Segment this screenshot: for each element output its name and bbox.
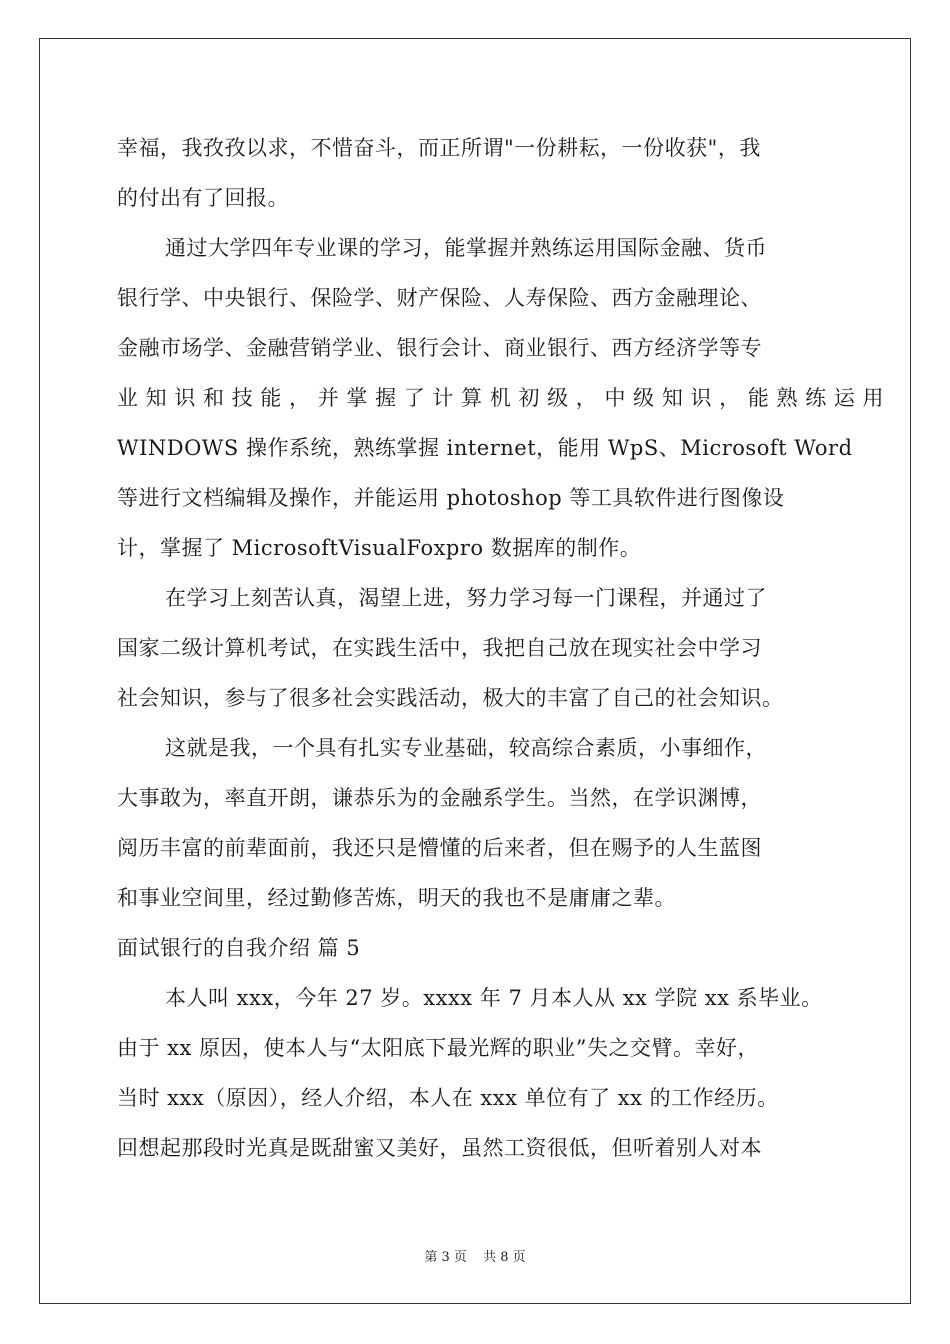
text-line: WINDOWS 操作系统，熟练掌握 internet，能用 WpS、Microsoft Word bbox=[117, 436, 853, 460]
text-line: 阅历丰富的前辈面前，我还只是懵懂的后来者，但在赐予的人生蓝图 bbox=[117, 836, 762, 860]
text-line: 国家二级计算机考试，在实践生活中，我把自己放在现实社会中学习 bbox=[117, 636, 762, 660]
section-heading: 面试银行的自我介绍 篇 5 bbox=[117, 936, 361, 960]
page-total: 共 8 页 bbox=[483, 1250, 526, 1265]
text-line: 的付出有了回报。 bbox=[117, 186, 289, 210]
paragraph-start-line: 通过大学四年专业课的学习，能掌握并熟练运用国际金融、货币 bbox=[165, 236, 767, 260]
page-footer bbox=[0, 1246, 950, 1265]
paragraph-start-line: 在学习上刻苦认真，渴望上进，努力学习每一门课程，并通过了 bbox=[165, 586, 767, 610]
text-line: 幸福，我孜孜以求，不惜奋斗，而正所谓"一份耕耘，一份收获"，我 bbox=[117, 136, 761, 160]
text-line: 计，掌握了 MicrosoftVisualFoxpro 数据库的制作。 bbox=[117, 536, 642, 560]
text-line: 由于 xx 原因，使本人与“太阳底下最光辉的职业”失之交臂。幸好， bbox=[117, 1036, 760, 1060]
text-line: 业 知 识 和 技 能 ， 并 掌 握 了 计 算 机 初 级 ， 中 级 知 识 ， 能 熟 练 运 用 bbox=[117, 386, 885, 410]
text-line: 和事业空间里，经过勤修苦炼，明天的我也不是庸庸之辈。 bbox=[117, 886, 676, 910]
text-line: 回想起那段时光真是既甜蜜又美好，虽然工资很低，但听着别人对本 bbox=[117, 1136, 762, 1160]
text-line: 社会知识，参与了很多社会实践活动，极大的丰富了自己的社会知识。 bbox=[117, 686, 784, 710]
paragraph-start-line: 本人叫 xxx，今年 27 岁。xxxx 年 7 月本人从 xx 学院 xx 系毕业。 bbox=[165, 986, 823, 1010]
page-number: 第 3 页 bbox=[424, 1250, 467, 1265]
text-line: 大事敢为，率直开朗，谦恭乐为的金融系学生。当然，在学识渊博， bbox=[117, 786, 762, 810]
text-line: 银行学、中央银行、保险学、财产保险、人寿保险、西方金融理论、 bbox=[117, 286, 762, 310]
text-line: 当时 xxx（原因），经人介绍，本人在 xxx 单位有了 xx 的工作经历。 bbox=[117, 1086, 779, 1110]
text-line: 金融市场学、金融营销学业、银行会计、商业银行、西方经济学等专 bbox=[117, 336, 762, 360]
paragraph-start-line: 这就是我，一个具有扎实专业基础，较高综合素质，小事细作， bbox=[165, 736, 767, 760]
text-line: 等进行文档编辑及操作，并能运用 photoshop 等工具软件进行图像设 bbox=[117, 486, 785, 510]
